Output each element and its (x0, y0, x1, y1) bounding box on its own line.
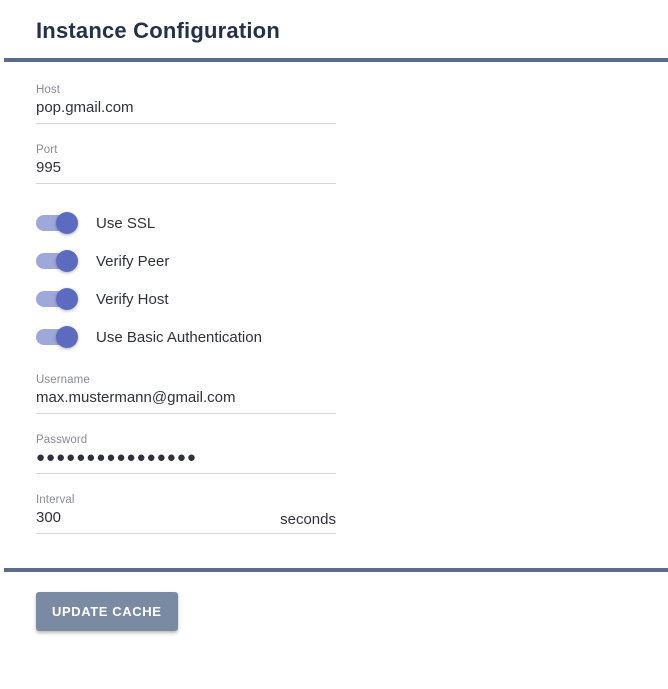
username-label: Username (36, 374, 90, 386)
form-bottom-spacer (0, 554, 668, 568)
left-edge-accent (0, 0, 4, 689)
toggle-switch-icon[interactable] (36, 291, 76, 307)
port-input[interactable] (36, 158, 336, 178)
toggle-switch-icon[interactable] (36, 215, 76, 231)
configuration-form (0, 62, 336, 534)
toggle-verify-peer-label: Verify Peer (96, 252, 170, 270)
interval-label: Interval (36, 494, 75, 506)
interval-input-row[interactable] (36, 508, 336, 534)
interval-input[interactable] (36, 508, 272, 528)
toggle-knob-icon (56, 326, 78, 348)
host-input-row[interactable] (36, 98, 336, 124)
username-input-row[interactable] (36, 388, 336, 414)
toggle-group (36, 204, 336, 356)
interval-field (36, 494, 336, 534)
port-label: Port (36, 144, 58, 156)
page-footer (0, 572, 668, 631)
toggle-switch-icon[interactable] (36, 253, 76, 269)
password-field (36, 434, 336, 474)
toggle-verify-host[interactable] (36, 280, 336, 318)
host-field (36, 84, 336, 124)
page-header (0, 0, 668, 58)
port-field (36, 144, 336, 184)
toggle-knob-icon (56, 250, 78, 272)
username-input[interactable] (36, 388, 336, 408)
password-label: Password (36, 434, 88, 446)
toggle-switch-icon[interactable] (36, 329, 76, 345)
toggle-use-basic-authentication-label: Use Basic Authentication (96, 328, 262, 346)
toggle-verify-peer[interactable] (36, 242, 336, 280)
host-input[interactable] (36, 98, 336, 118)
toggle-use-ssl-label: Use SSL (96, 214, 156, 232)
password-input[interactable]: ●●●●●●●●●●●●●●●● (36, 449, 197, 466)
username-field (36, 374, 336, 414)
interval-unit-label: seconds (280, 511, 336, 528)
page-title: Instance Configuration (36, 18, 280, 43)
update-cache-button[interactable]: UPDATE CACHE (36, 592, 178, 631)
toggle-use-ssl[interactable] (36, 204, 336, 242)
host-label: Host (36, 84, 61, 96)
port-input-row[interactable] (36, 158, 336, 184)
toggle-verify-host-label: Verify Host (96, 290, 169, 308)
toggle-knob-icon (56, 288, 78, 310)
toggle-use-basic-authentication[interactable] (36, 318, 336, 356)
password-input-row[interactable] (36, 448, 336, 474)
toggle-knob-icon (56, 212, 78, 234)
